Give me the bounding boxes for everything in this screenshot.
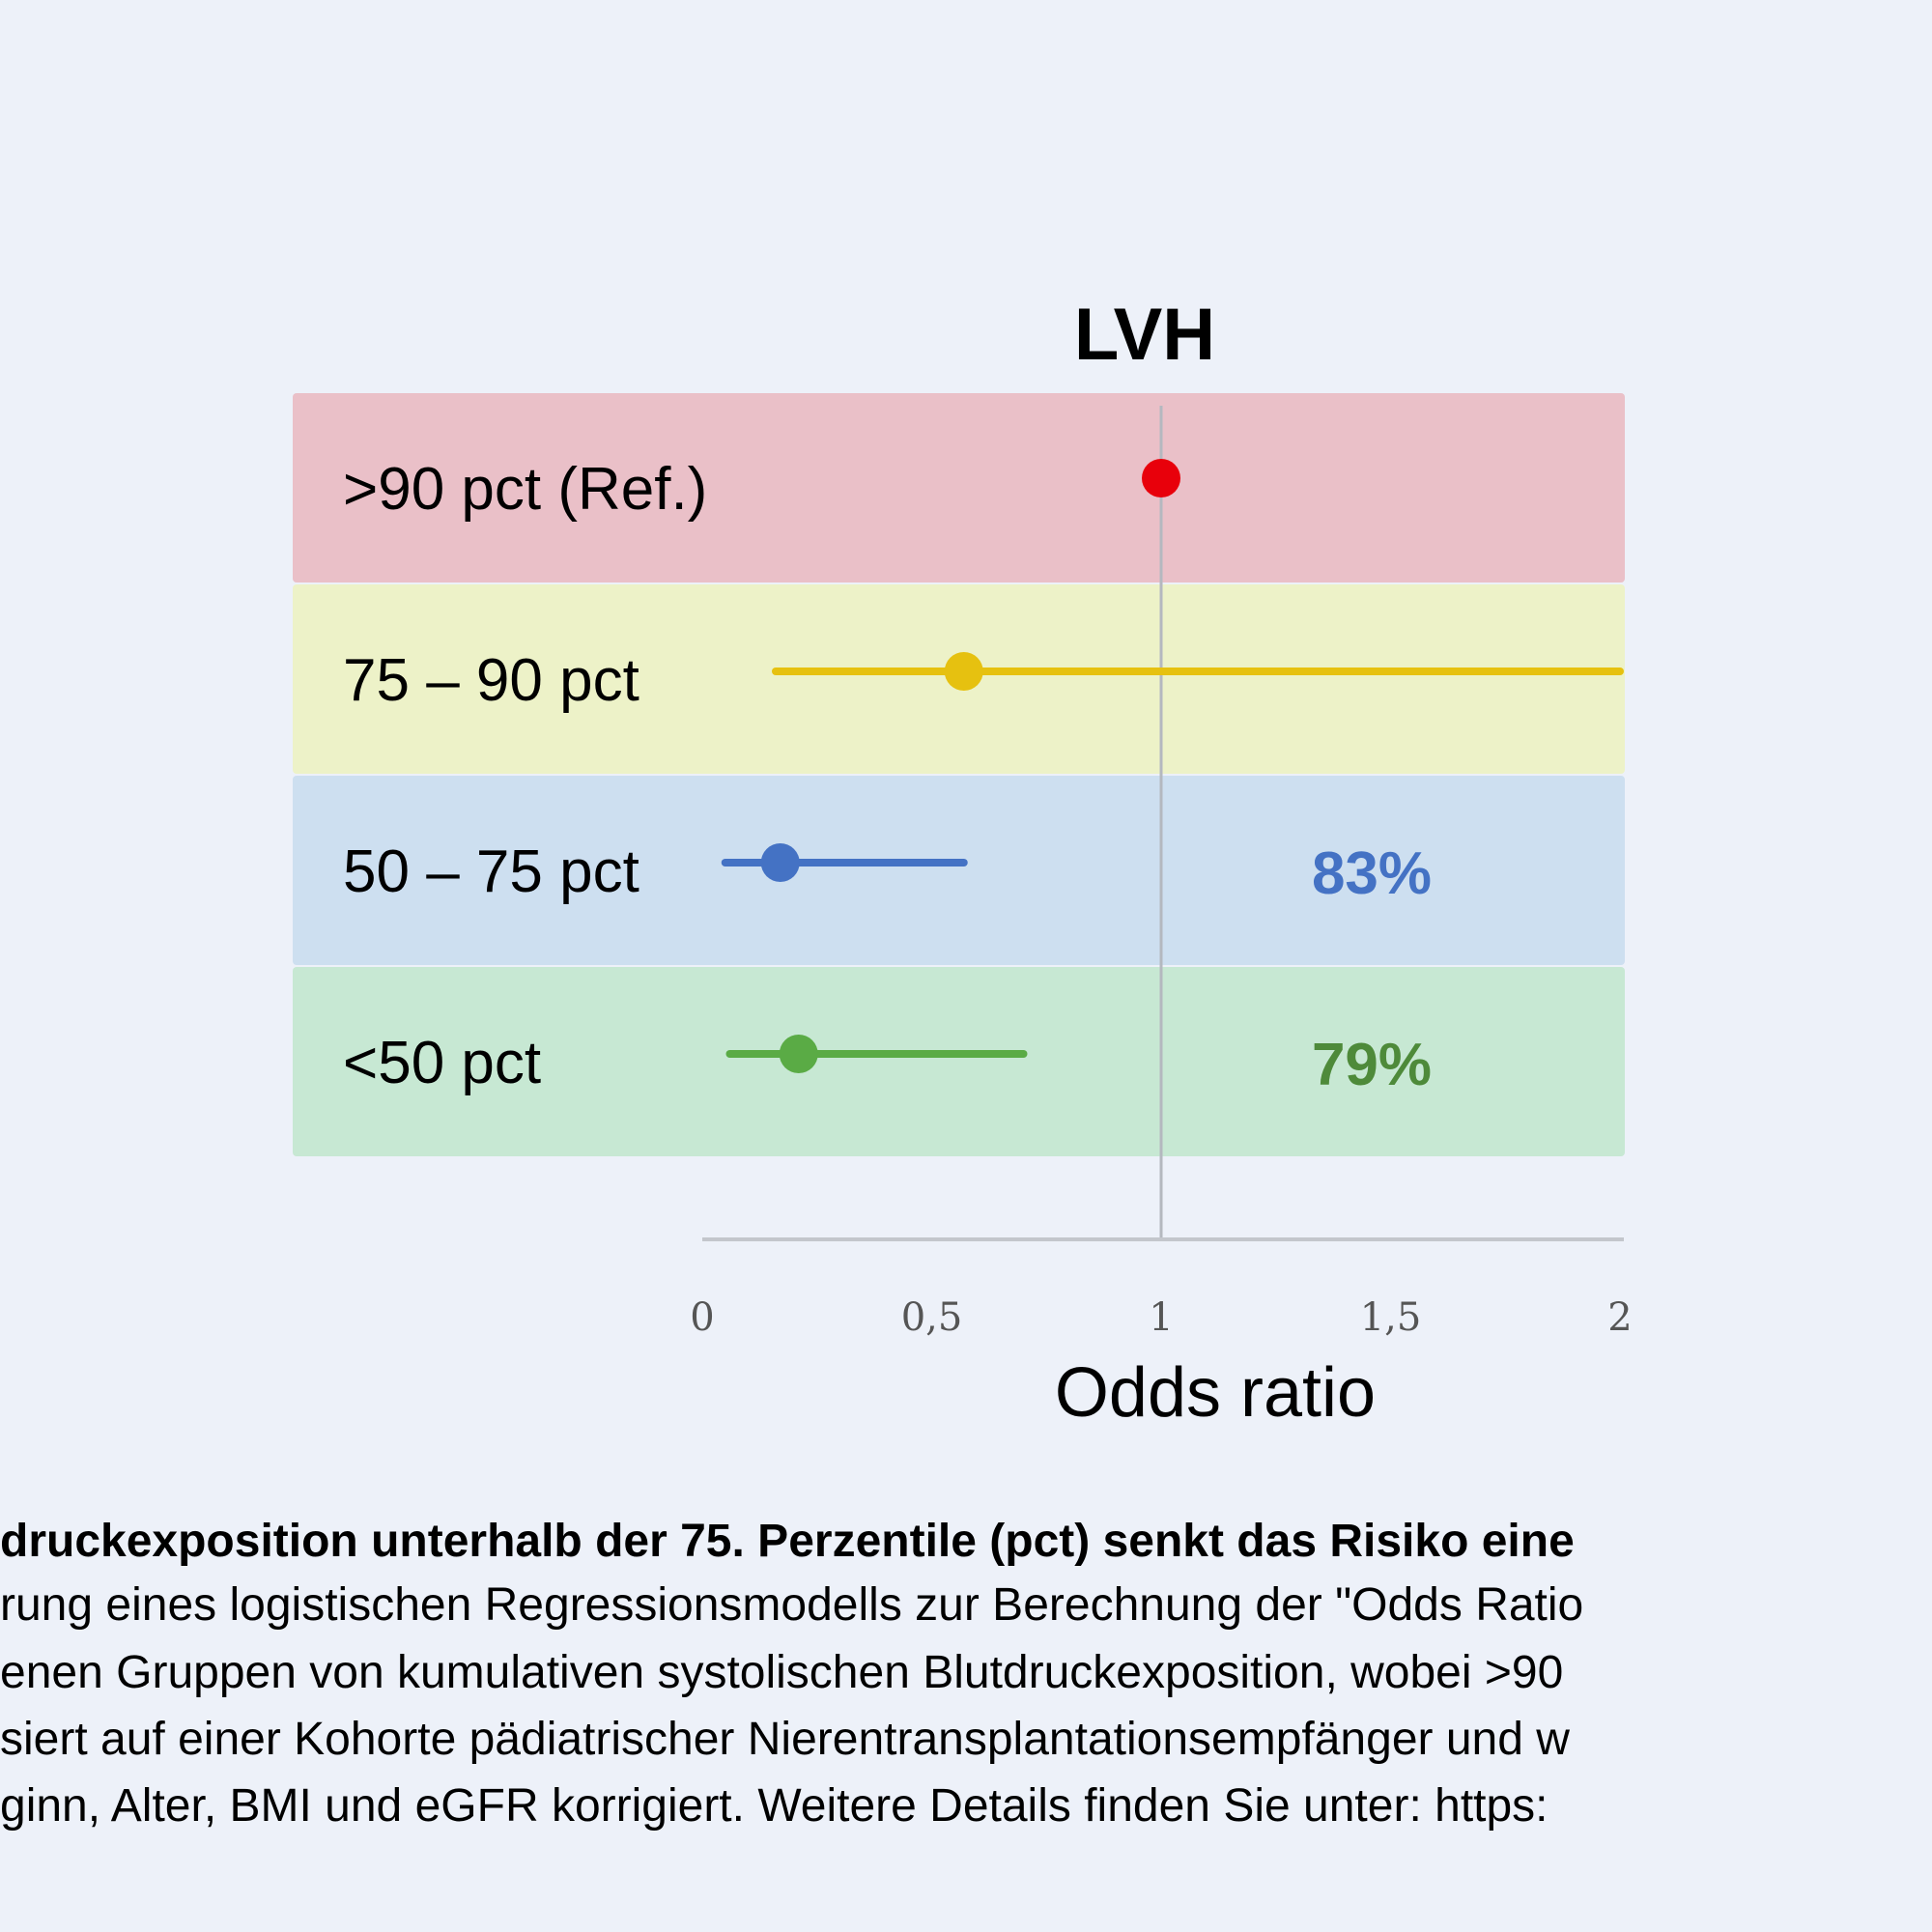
caption-line-2: rung eines logistischen Regressionsmodells zur Berechnung der "Odds Ratio [0,1579,1584,1631]
point-estimate-4 [780,1035,818,1073]
point-estimate-2 [945,652,983,691]
point-estimate-3 [761,843,800,882]
figure-caption [0,1515,1932,1862]
risk-reduction-label-3: 83% [1311,840,1433,907]
point-estimate-1 [1142,459,1180,497]
x-tick-label: 0 [690,1295,715,1340]
caption-line-3: enen Gruppen von kumulativen systolischen Blutdruckexposition, wobei >90 [0,1647,1564,1698]
x-tick-label: 2 [1607,1295,1633,1340]
caption-line-1: druckexposition unterhalb der 75. Perzentile (pct) senkt das Risiko eine [0,1516,1575,1567]
risk-reduction-label-4: 79% [1311,1032,1433,1098]
row-label-1: >90 pct (Ref.) [343,456,708,523]
row-label-3: 50 – 75 pct [343,838,639,905]
chart-title: LVH [1073,294,1216,376]
x-axis-ticks [690,1295,1632,1340]
caption-line-4: siert auf einer Kohorte pädiatrischer Nierentransplantationsempfänger und w [0,1714,1570,1765]
x-axis-label: Odds ratio [1054,1354,1377,1432]
x-tick-label: 1,5 [1359,1295,1422,1340]
row-label-2: 75 – 90 pct [343,647,639,714]
x-tick-label: 1 [1149,1295,1174,1340]
caption-line-5: ginn, Alter, BMI und eGFR korrigiert. Weitere Details finden Sie unter: https: [0,1780,1548,1832]
row-label-4: <50 pct [343,1030,542,1096]
x-tick-label: 0,5 [900,1295,963,1340]
